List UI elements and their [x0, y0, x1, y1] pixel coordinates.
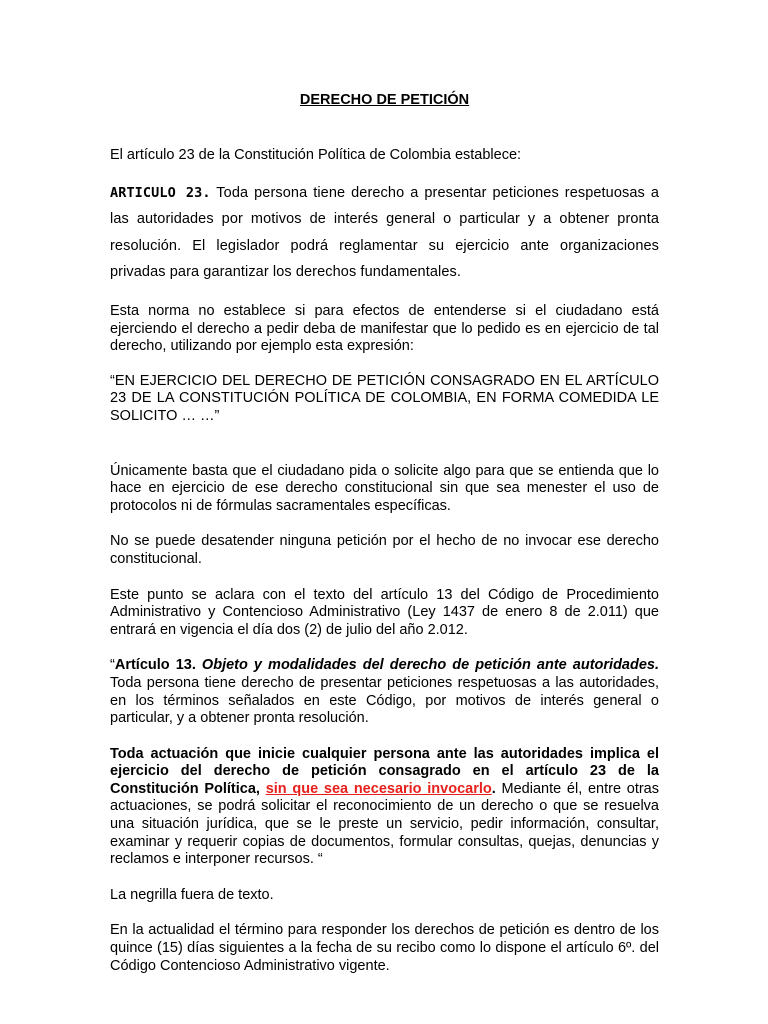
intro-paragraph: El artículo 23 de la Constitución Política de Colombia establece:: [110, 146, 522, 163]
article-13-subtitle: Objeto y modalidades del derecho de petición ante autoridades.: [195, 657, 660, 674]
article-13-rest-text: Mediante él, entre otras actuaciones, se podrá solicitar el reconocimiento de un derecho o que se resuelva una situación jurídica, que se le preste un servicio, pedir información, consultar, examinar y requerir copias de documentos, formular consultas, quejas, denuncias y reclamos e interponer recursos. “: [110, 780, 659, 868]
article-13-bold-text: Toda actuación que inicie cualquier persona ante las autoridades implica el ejercicio del derecho de petición consagrado en el artículo 23 de la Constitución Política,: [110, 745, 659, 797]
article-13-text: Toda persona tiene derecho de presentar peticiones respetuosas a las autoridades, en los términos señalados en este Código, por motivos de interés general o particular, y a obtener pronta resolución.: [110, 674, 659, 727]
article-13-paragraph: [110, 657, 659, 727]
petition-quote: “EN EJERCICIO DEL DERECHO DE PETICIÓN CONSAGRADO EN EL ARTÍCULO 23 DE LA CONSTITUCIÓN POLÍTICA DE COLOMBIA, EN FORMA COMEDIDA LE SOLICITO … …”: [110, 372, 659, 424]
paragraph-1: Esta norma no establece si para efectos de entenderse si el ciudadano está ejerciendo el derecho a pedir deba de manifestar que lo pedido es en ejercicio de tal derecho, utilizando por ejemplo esta expresión:: [110, 303, 659, 355]
document-page: [110, 92, 659, 975]
article-13-open-quote: “: [110, 657, 115, 674]
paragraph-3: No se puede desatender ninguna petición por el hecho de no invocar ese derecho constitucional.: [110, 533, 659, 567]
paragraph-4: Este punto se aclara con el texto del artículo 13 del Código de Procedimiento Administrativo y Contencioso Administrativo (Ley 1437 de enero 8 de 2.011) que entrará en vigencia el día dos (2) de julio del año 2.012.: [110, 586, 659, 638]
bold-note: La negrilla fuera de texto.: [110, 886, 274, 903]
article-23-paragraph: [110, 180, 659, 285]
document-title: DERECHO DE PETICIÓN: [299, 92, 470, 108]
article-13-bold-paragraph: [110, 746, 659, 869]
article-23-text: Toda persona tiene derecho a presentar peticiones respetuosas a las autoridades por motivos de interés general o particular y a obtener pronta resolución. El legislador podrá reglamentar su ejercicio ante organizaciones privadas para garantizar los derechos fundamentales.: [110, 185, 660, 280]
paragraph-2: Únicamente basta que el ciudadano pida o solicite algo para que se entienda que lo hace en ejercicio de ese derecho constitucional sin que sea menester el uso de protocolos ni de fórmulas sacramentales específicas.: [110, 462, 659, 514]
paragraph-5: En la actualidad el término para responder los derechos de petición es dentro de los quince (15) días siguientes a la fecha de su recibo como lo dispone el artículo 6º. del Código Contencioso Administrativo vigente.: [110, 922, 659, 974]
article-13-heading: Artículo 13.: [114, 657, 196, 674]
article-13-bold-end: .: [491, 780, 496, 797]
article-23-heading: ARTICULO 23.: [110, 185, 211, 202]
highlighted-phrase: sin que sea necesario invocarlo: [265, 780, 492, 797]
